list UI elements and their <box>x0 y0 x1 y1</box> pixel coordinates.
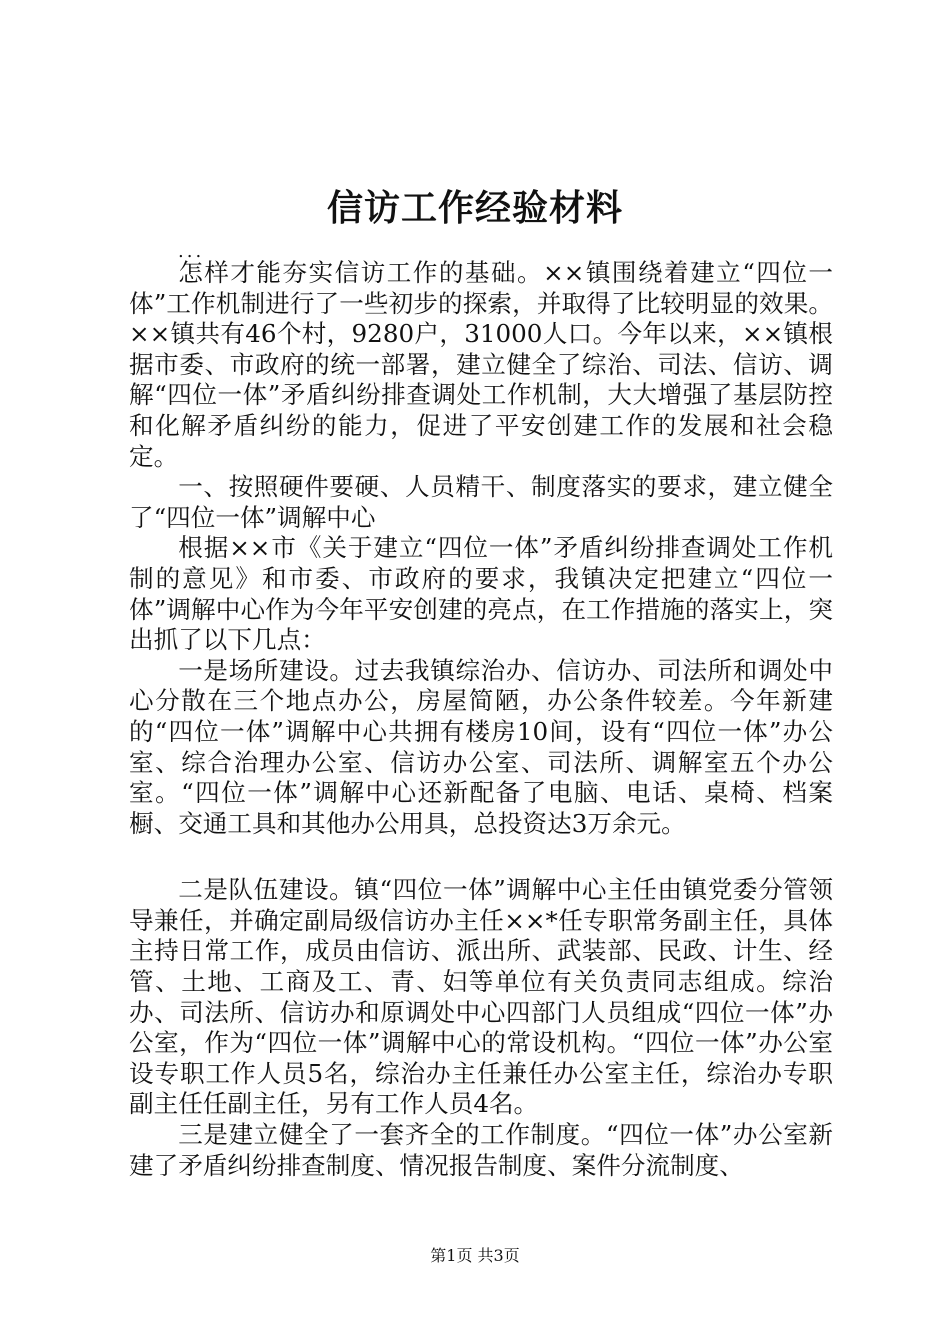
paragraph-basis: 根据××市《关于建立“四位一体”矛盾纠纷排查调处工作机制的意见》和市委、市政府的要求，我镇决定把建立“四位一体”调解中心作为今年平安创建的亮点，在工作措施的落实上，突出抓了以下几点： <box>129 533 833 655</box>
paragraph-rules: 三是建立健全了一套齐全的工作制度。“四位一体”办公室新建了矛盾纠纷排查制度、情况报告制度、案件分流制度、 <box>129 1120 833 1180</box>
document-title: 信访工作经验材料 <box>326 187 623 229</box>
paragraph-team: 二是队伍建设。镇“四位一体”调解中心主任由镇党委分管领导兼任，并确定副局级信访办主任××*任专职常务副主任，具体主持日常工作，成员由信访、派出所、武装部、民政、计生、经管、土地、工商及工、青、妇等单位有关负责同志组成。综治办、司法所、信访办和原调处中心四部门人员组成“四位一体”办公室，作为“四位一体”调解中心的常设机构。“四位一体”办公室设专职工作人员5名，综治办主任兼任办公室主任，综治办专职副主任任副主任，另有工作人员4名。 <box>129 875 833 1119</box>
paragraph-venue: 一是场所建设。过去我镇综治办、信访办、司法所和调处中心分散在三个地点办公，房屋简陋，办公条件较差。今年新建的“四位一体”调解中心共拥有楼房10间，设有“四位一体”办公室、综合治理办公室、信访办公室、司法所、调解室五个办公室。“四位一体”调解中心还新配备了电脑、电话、桌椅、档案橱、交通工具和其他办公用具，总投资达3万余元。 <box>129 655 833 838</box>
paragraph-gap <box>129 839 833 875</box>
paragraph-section-heading: 一、按照硬件要硬、人员精干、制度落实的要求，建立健全了“四位一体”调解中心 <box>129 472 833 532</box>
page-number: 第1页 共3页 <box>430 1246 520 1265</box>
paragraph-intro: 怎样才能夯实信访工作的基础。××镇围绕着建立“四位一体”工作机制进行了一些初步的探索，并取得了比较明显的效果。××镇共有46个村，9280户，31000人口。今年以来，××镇根据市委、市政府的统一部署，建立健全了综治、司法、信访、调解“四位一体”矛盾纠纷排查调处工作机制，大大增强了基层防控和化解矛盾纠纷的能力，促进了平安创建工作的发展和社会稳定。 <box>129 258 833 471</box>
ellipsis-mark: ... <box>178 241 205 262</box>
document-body <box>129 258 833 1181</box>
